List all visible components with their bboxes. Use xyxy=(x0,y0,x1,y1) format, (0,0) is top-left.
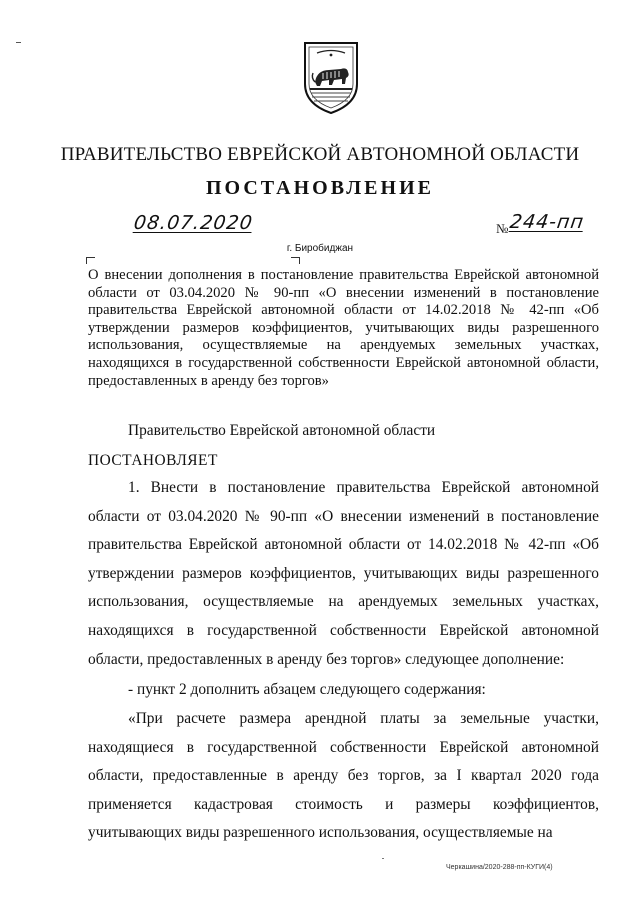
paragraph-2: - пункт 2 дополнить абзацем следующего содержания: xyxy=(128,681,486,698)
subject-corner-right xyxy=(291,257,300,264)
city-label: г. Биробиджан xyxy=(286,243,354,254)
document-number: 244-пп xyxy=(508,211,586,233)
scan-dot xyxy=(382,858,384,859)
scan-mark xyxy=(16,42,21,43)
number-sign: № xyxy=(496,221,509,236)
subject-corner-left xyxy=(86,257,95,264)
resolves-heading: ПОСТАНОВЛЯЕТ xyxy=(88,452,218,469)
preamble: Правительство Еврейской автономной области xyxy=(128,422,436,439)
footer-code: Черкашина/2020-288-пп-КУГИ(4) xyxy=(446,864,553,871)
coat-of-arms-icon xyxy=(301,40,361,116)
paragraph-1: 1. Внести в постановление правительства Еврейской автономной области от 03.04.2020 № 90-пп «О внесении изменений в постановление правительства Еврейской автономной области от 14.02.2018 № 42-пп «Об утверждении размеров коэффициентов, учитывающих виды разрешенного использования, осуществляемые на арендуемых земельных участках, находящихся в государственной собственности Еврейской автономной области, предоставленных в аренду без торгов» следующее дополнение: xyxy=(88,479,599,668)
government-title: ПРАВИТЕЛЬСТВО ЕВРЕЙСКОЙ АВТОНОМНОЙ ОБЛАСТИ xyxy=(60,144,580,165)
document-subject: О внесении дополнения в постановление правительства Еврейской автономной области от 03.04.2020 № 90-пп «О внесении изменений в постановление правительства Еврейской автономной области от 14.02.2018 № 42-пп «Об утверждении размеров коэффициентов, учитывающих виды разрешенного использования, осуществляемые на арендуемых земельных участках, находящихся в государственной собственности Еврейской автономной области, предоставленных в аренду без торгов» xyxy=(88,267,599,389)
document-date: 08.07.2020 xyxy=(132,212,255,234)
paragraph-3: «При расчете размера арендной платы за земельные участки, находящиеся в государственной собственности Еврейской автономной области, предоставленные в аренду без торгов, за I квартал 2020 года применяется кадастровая стоимость и размеры коэффициентов, учитывающих виды разрешенного использования, осуществляемые на xyxy=(88,710,599,842)
document-type: ПОСТАНОВЛЕНИЕ xyxy=(206,177,434,199)
